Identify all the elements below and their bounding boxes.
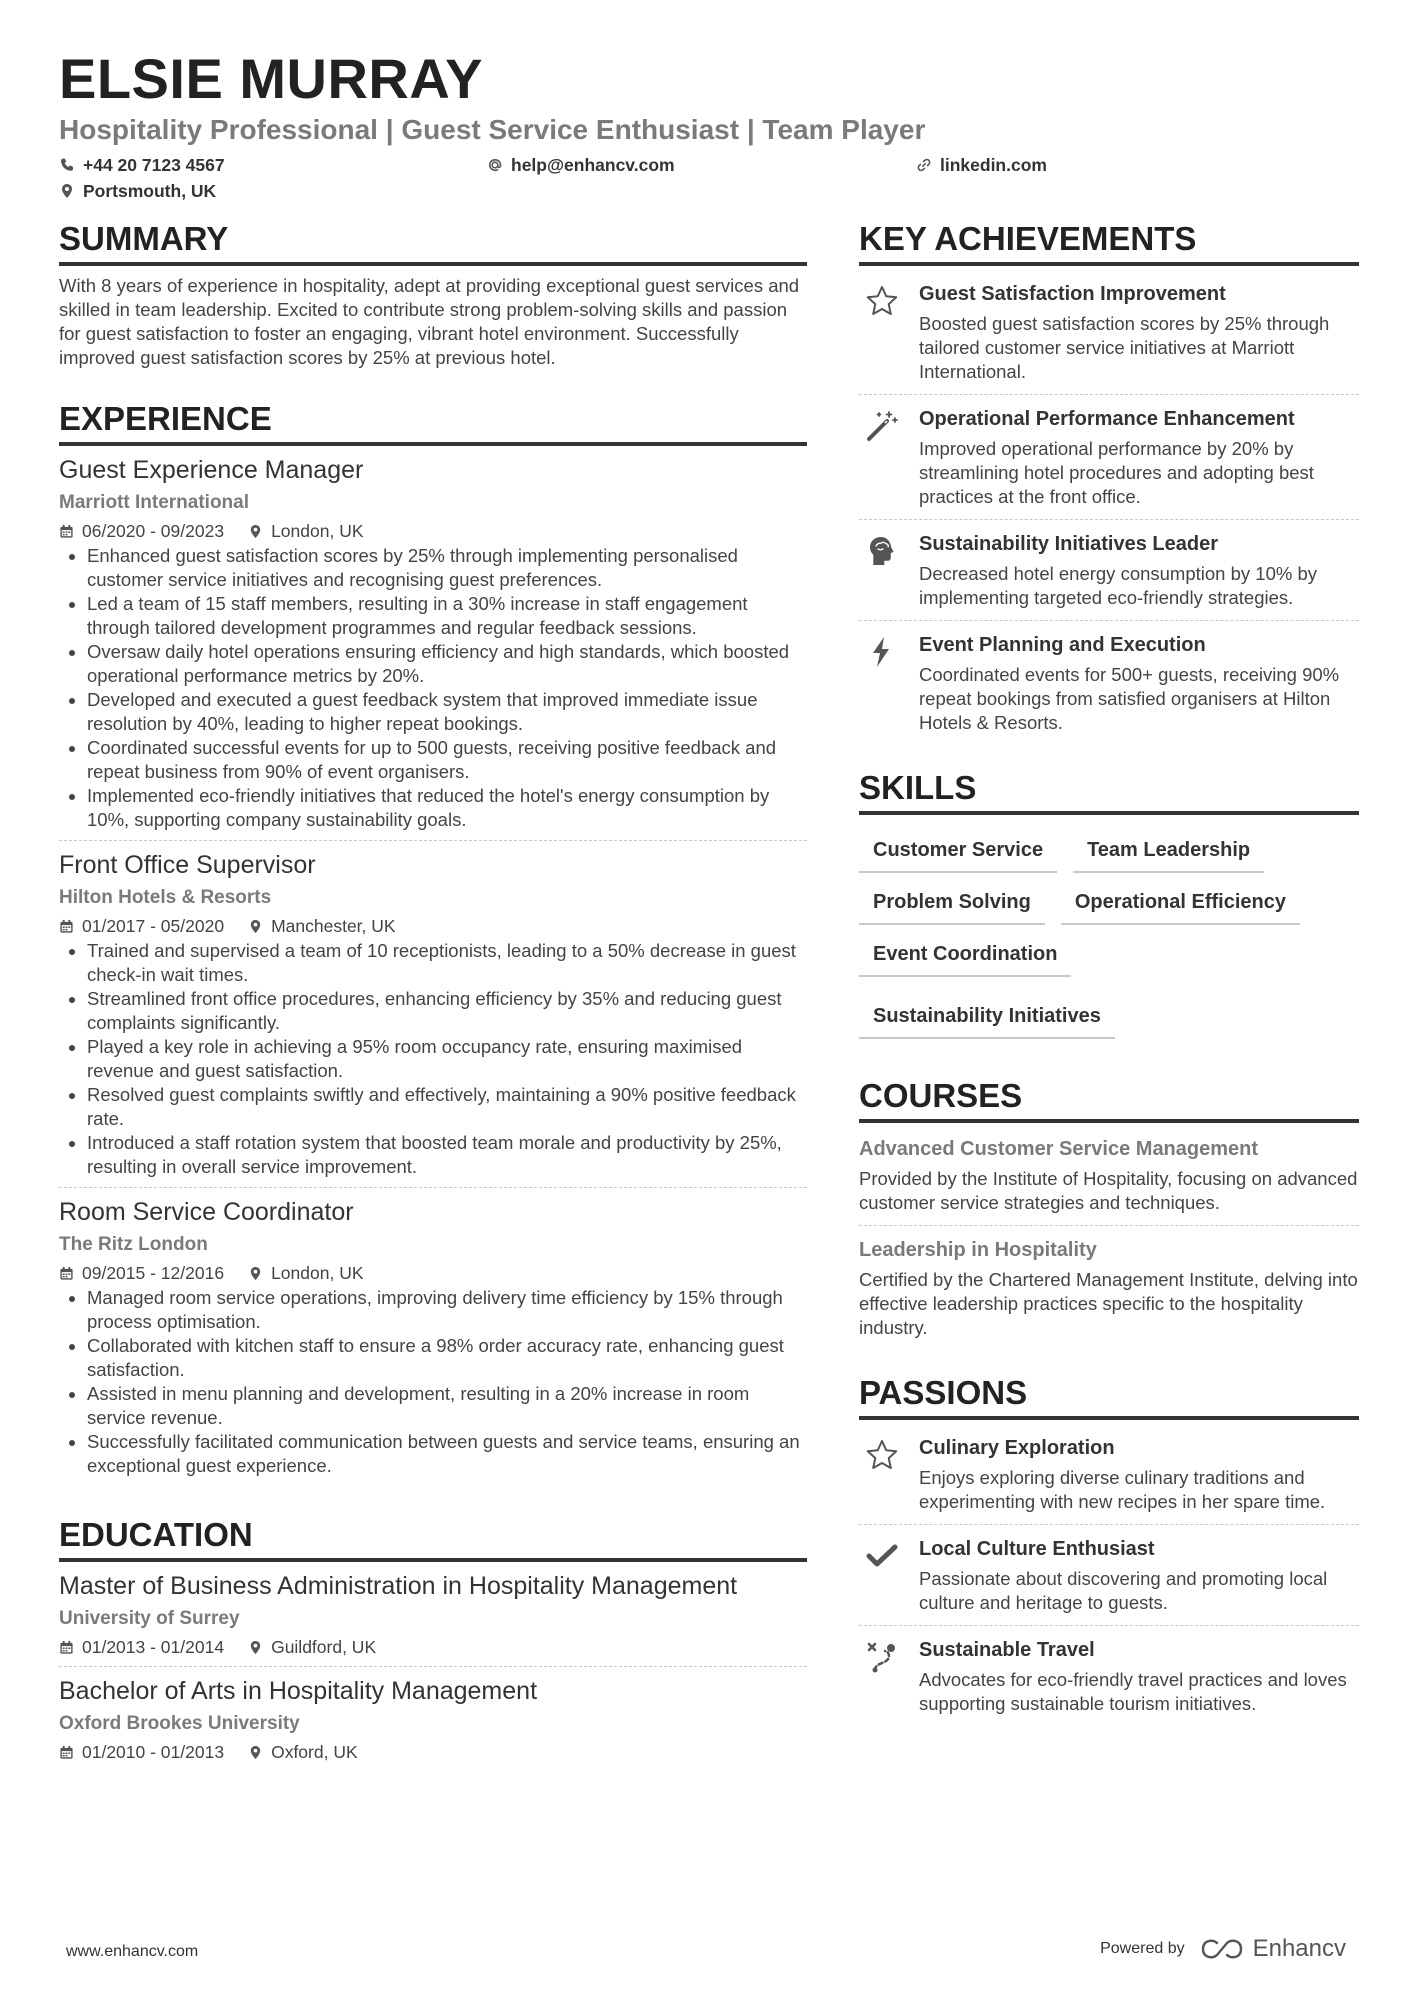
job-bullet: • Implemented eco-friendly initiatives that reduced the hotel's energy consumption by 10%, supporting company sustainability goals.	[87, 784, 807, 832]
education-section	[59, 1514, 807, 1771]
degree-title: Bachelor of Arts in Hospitality Management	[59, 1677, 538, 1705]
course-item	[859, 1225, 1359, 1350]
skill-tag: Problem Solving	[859, 883, 1045, 925]
location-pin-icon	[59, 183, 75, 199]
contact-linkedin	[916, 152, 1047, 178]
job-bullet: • Coordinated successful events for up to 500 guests, receiving positive feedback and repeat business from 90% of event organisers.	[87, 736, 807, 784]
job-title: Room Service Coordinator	[59, 1198, 354, 1226]
enhancv-logo-icon	[1199, 1937, 1245, 1961]
job-bullet: • Assisted in menu planning and development, resulting in a 20% increase in room service revenue.	[87, 1382, 807, 1430]
job-meta	[59, 1260, 807, 1286]
job-location: London, UK	[271, 521, 364, 541]
experience-heading: EXPERIENCE	[59, 398, 807, 446]
checkmark-icon	[865, 1539, 899, 1573]
skills-heading: SKILLS	[859, 767, 1359, 815]
summary-heading: SUMMARY	[59, 218, 807, 266]
star-icon	[865, 1438, 899, 1472]
course-desc: Certified by the Chartered Management Institute, delving into effective leadership practices specific to the hospitality industry.	[859, 1269, 1358, 1338]
job-bullet: • Collaborated with kitchen staff to ensure a 98% order accuracy rate, enhancing guest satisfaction.	[87, 1334, 807, 1382]
education-meta	[59, 1634, 807, 1660]
achievement-item	[859, 519, 1359, 620]
location-pin-icon	[248, 1745, 263, 1760]
passion-item	[859, 1524, 1359, 1625]
skill-tag: Customer Service	[859, 831, 1057, 873]
achievement-item	[859, 394, 1359, 519]
job-bullet: • Played a key role in achieving a 95% room occupancy rate, ensuring maximised revenue and guest satisfaction.	[87, 1035, 807, 1083]
achievement-desc: Decreased hotel energy consumption by 10% by implementing targeted eco-friendly strategies.	[919, 563, 1317, 608]
course-title: Leadership in Hospitality	[859, 1239, 1097, 1261]
experience-entry	[59, 454, 807, 840]
candidate-tagline: Hospitality Professional | Guest Service Enthusiast | Team Player	[59, 114, 926, 145]
calendar-icon	[59, 1266, 74, 1281]
course-title: Advanced Customer Service Management	[859, 1138, 1259, 1160]
education-location: Guildford, UK	[271, 1637, 377, 1657]
email-address[interactable]: help@enhancv.com	[511, 154, 675, 175]
job-bullet: • Oversaw daily hotel operations ensuring efficiency and high standards, which boosted operational performance metrics by 20%.	[87, 640, 807, 688]
right-column	[859, 218, 1359, 1726]
head-brain-icon	[865, 534, 899, 568]
job-dates: 06/2020 - 09/2023	[82, 521, 225, 541]
contact-info	[59, 152, 1359, 210]
brand-name: Enhancv	[1252, 1935, 1346, 1962]
passions-heading: PASSIONS	[859, 1372, 1359, 1420]
location-text: Portsmouth, UK	[83, 180, 217, 201]
job-company: The Ritz London	[59, 1234, 208, 1255]
left-column	[59, 218, 807, 1771]
job-bullet: • Streamlined front office procedures, enhancing efficiency by 35% and reducing guest complaints significantly.	[87, 987, 807, 1035]
job-bullet: • Developed and executed a guest feedback system that improved immediate issue resolution by 40%, leading to higher repeat bookings.	[87, 688, 807, 736]
skill-tag: Sustainability Initiatives	[859, 997, 1115, 1039]
achievements-heading: KEY ACHIEVEMENTS	[859, 218, 1359, 266]
job-title: Guest Experience Manager	[59, 456, 364, 484]
job-bullet: • Introduced a staff rotation system that boosted team morale and productivity by 25%, resulting in overall service improvement.	[87, 1131, 807, 1179]
passion-item	[859, 1625, 1359, 1726]
passion-desc: Advocates for eco-friendly travel practices and loves supporting sustainable tourism initiatives.	[919, 1669, 1347, 1714]
job-dates: 01/2017 - 05/2020	[82, 916, 225, 936]
location-pin-icon	[248, 1266, 263, 1281]
experience-entry	[59, 840, 807, 1187]
job-company: Hilton Hotels & Resorts	[59, 887, 272, 908]
linkedin-link[interactable]: linkedin.com	[940, 154, 1047, 175]
achievement-title: Operational Performance Enhancement	[919, 408, 1295, 430]
experience-entry	[59, 1187, 807, 1486]
job-meta	[59, 518, 807, 544]
course-desc: Provided by the Institute of Hospitality, focusing on advanced customer service strategies and techniques.	[859, 1168, 1358, 1213]
school-name: University of Surrey	[59, 1608, 240, 1629]
passion-item	[859, 1428, 1359, 1524]
achievement-desc: Coordinated events for 500+ guests, receiving 90% repeat bookings from satisfied organisers at Hilton Hotels & Resorts.	[919, 664, 1340, 733]
phone-number[interactable]: +44 20 7123 4567	[83, 154, 225, 175]
powered-by-label: Powered by	[1100, 1940, 1185, 1957]
job-bullet: • Managed room service operations, improving delivery time efficiency by 15% through process optimisation.	[87, 1286, 807, 1334]
school-name: Oxford Brookes University	[59, 1713, 300, 1734]
passion-title: Sustainable Travel	[919, 1639, 1095, 1661]
achievement-title: Guest Satisfaction Improvement	[919, 283, 1226, 305]
magic-wand-icon	[865, 409, 899, 443]
passion-desc: Enjoys exploring diverse culinary traditions and experimenting with new recipes in her spare time.	[919, 1467, 1326, 1512]
achievement-item	[859, 274, 1359, 394]
skill-tag: Operational Efficiency	[1061, 883, 1300, 925]
lightning-icon	[865, 635, 899, 669]
passion-title: Culinary Exploration	[919, 1437, 1115, 1459]
link-icon	[916, 157, 932, 173]
calendar-icon	[59, 1640, 74, 1655]
skill-tag: Team Leadership	[1073, 831, 1264, 873]
education-location: Oxford, UK	[271, 1742, 358, 1762]
job-bullets	[59, 544, 807, 832]
resume-header	[59, 44, 1359, 210]
contact-phone	[59, 152, 225, 178]
courses-heading: COURSES	[859, 1075, 1359, 1123]
job-company: Marriott International	[59, 492, 250, 513]
calendar-icon	[59, 919, 74, 934]
education-entry	[59, 1570, 807, 1666]
location-pin-icon	[248, 1640, 263, 1655]
skills-list	[859, 823, 1339, 1053]
calendar-icon	[59, 1745, 74, 1760]
page-footer	[66, 1935, 1346, 1975]
achievement-desc: Improved operational performance by 20% by streamlining hotel procedures and adopting best practices at the front office.	[919, 438, 1314, 507]
education-meta	[59, 1739, 807, 1765]
job-meta	[59, 913, 807, 939]
at-icon	[487, 157, 503, 173]
job-bullet: • Successfully facilitated communication between guests and service teams, ensuring an exceptional guest experience.	[87, 1430, 807, 1478]
education-dates: 01/2013 - 01/2014	[82, 1637, 225, 1657]
skill-tag: Event Coordination	[859, 935, 1071, 977]
job-location: Manchester, UK	[271, 916, 396, 936]
contact-email	[487, 152, 675, 178]
job-dates: 09/2015 - 12/2016	[82, 1263, 225, 1283]
job-bullet: • Led a team of 15 staff members, resulting in a 30% increase in staff engagement through tailored development programmes and regular feedback sessions.	[87, 592, 807, 640]
calendar-icon	[59, 524, 74, 539]
passion-desc: Passionate about discovering and promoting local culture and heritage to guests.	[919, 1568, 1328, 1613]
job-title: Front Office Supervisor	[59, 851, 316, 879]
location-pin-icon	[248, 919, 263, 934]
achievement-item	[859, 620, 1359, 745]
job-bullets	[59, 1286, 807, 1478]
powered-by	[1100, 1935, 1346, 1963]
contact-location	[59, 178, 216, 204]
job-bullet: • Resolved guest complaints swiftly and effectively, maintaining a 90% positive feedback rate.	[87, 1083, 807, 1131]
achievement-title: Event Planning and Execution	[919, 634, 1206, 656]
footer-website[interactable]: www.enhancv.com	[66, 1943, 199, 1960]
education-dates: 01/2010 - 01/2013	[82, 1742, 225, 1762]
education-entry	[59, 1666, 807, 1771]
degree-title: Master of Business Administration in Hospitality Management	[59, 1572, 738, 1600]
job-bullet: • Trained and supervised a team of 10 receptionists, leading to a 50% decrease in guest check-in wait times.	[87, 939, 807, 987]
course-item	[859, 1131, 1359, 1225]
summary-text: With 8 years of experience in hospitality, adept at providing exceptional guest services and skilled in team leadership. Excited to contribute strong problem-solving skills and passion for guest satisfaction to foster an engaging, vibrant hotel environment. Successfully improved guest satisfaction scores by 25% at previous hotel.	[59, 275, 800, 368]
location-pin-icon	[248, 524, 263, 539]
achievement-title: Sustainability Initiatives Leader	[919, 533, 1218, 555]
education-heading: EDUCATION	[59, 1514, 807, 1562]
job-bullet: • Enhanced guest satisfaction scores by 25% through implementing personalised customer service initiatives and recognising guest preferences.	[87, 544, 807, 592]
candidate-name: ELSIE MURRAY	[59, 47, 484, 110]
route-icon	[865, 1640, 899, 1674]
brand-logo[interactable]	[1199, 1935, 1346, 1963]
phone-icon	[59, 157, 75, 173]
passion-title: Local Culture Enthusiast	[919, 1538, 1155, 1560]
star-icon	[865, 284, 899, 318]
job-bullets	[59, 939, 807, 1179]
job-location: London, UK	[271, 1263, 364, 1283]
achievement-desc: Boosted guest satisfaction scores by 25% through tailored customer service initiatives at Marriott International.	[919, 313, 1330, 382]
